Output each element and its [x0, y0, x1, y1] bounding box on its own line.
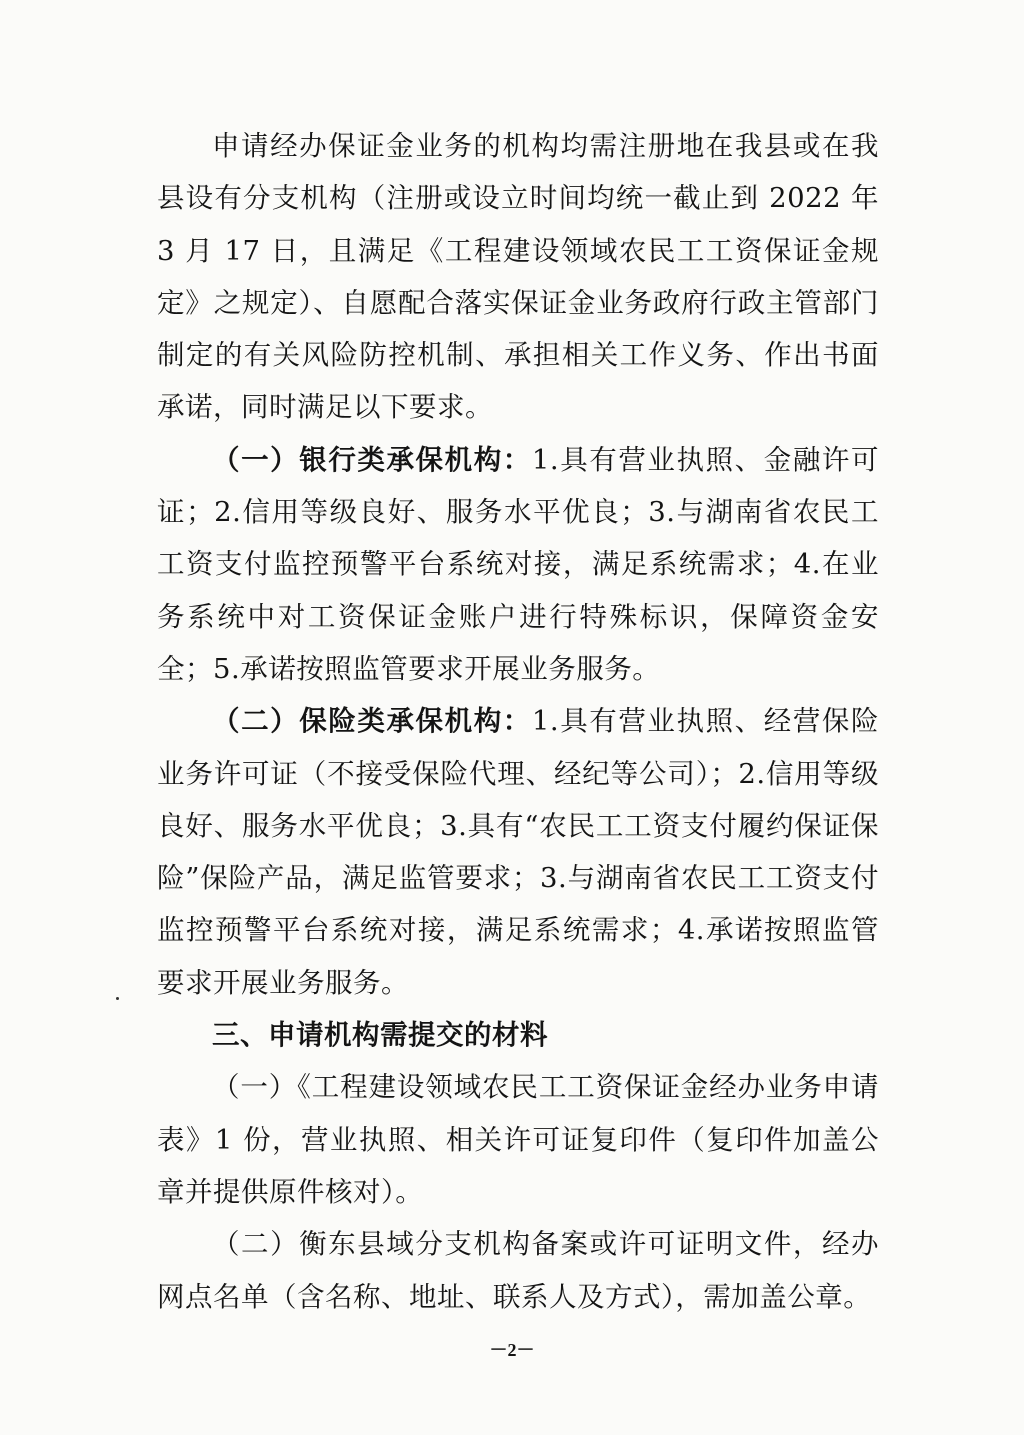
insurance-requirements-paragraph [157, 695, 879, 1009]
bank-requirements-label: （一）银行类承保机构： [212, 443, 532, 476]
insurance-requirements-label: （二）保险类承保机构： [212, 705, 532, 738]
section-3-heading: 三、申请机构需提交的材料 [212, 1019, 548, 1052]
bank-requirements-paragraph [157, 434, 879, 695]
bank-requirements-text: 1.具有营业执照、金融许可证；2.信用等级良好、服务水平优良；3.与湖南省农民工工资支付监控预警平台系统对接，满足系统需求；4.在业务系统中对工资保证金账户进行特殊标识，保障资金安全；5.承诺按照监管要求开展业务服务。 [157, 443, 879, 685]
materials-item-1: （一）《工程建设领域农民工工资保证金经办业务申请表》1 份，营业执照、相关许可证复印件（复印件加盖公章并提供原件核对）。 [157, 1071, 879, 1208]
intro-paragraph: 申请经办保证金业务的机构均需注册地在我县或在我县设有分支机构（注册或设立时间均统一截止到 2022 年 3 月 17 日，且满足《工程建设领域农民工工资保证金规定》之规定）、自愿配合落实保证金业务政府行政主管部门制定的有关风险防控机制、承担相关工作义务、作出书面承诺，同时满足以下要求。 [157, 130, 879, 424]
materials-item-2: （二）衡东县域分支机构备案或许可证明文件，经办网点名单（含名称、地址、联系人及方式），需加盖公章。 [157, 1228, 879, 1313]
document-body [157, 120, 879, 1323]
insurance-requirements-text: 1.具有营业执照、经营保险业务许可证（不接受保险代理、经纪等公司）；2.信用等级良好、服务水平优良；3.具有“农民工工资支付履约保证保险”保险产品，满足监管要求；3.与湖南省农民工工资支付监控预警平台系统对接，满足系统需求；4.承诺按照监管要求开展业务服务。 [157, 705, 879, 999]
page-number: －2－ [489, 1340, 535, 1360]
scan-speck [116, 997, 119, 1000]
